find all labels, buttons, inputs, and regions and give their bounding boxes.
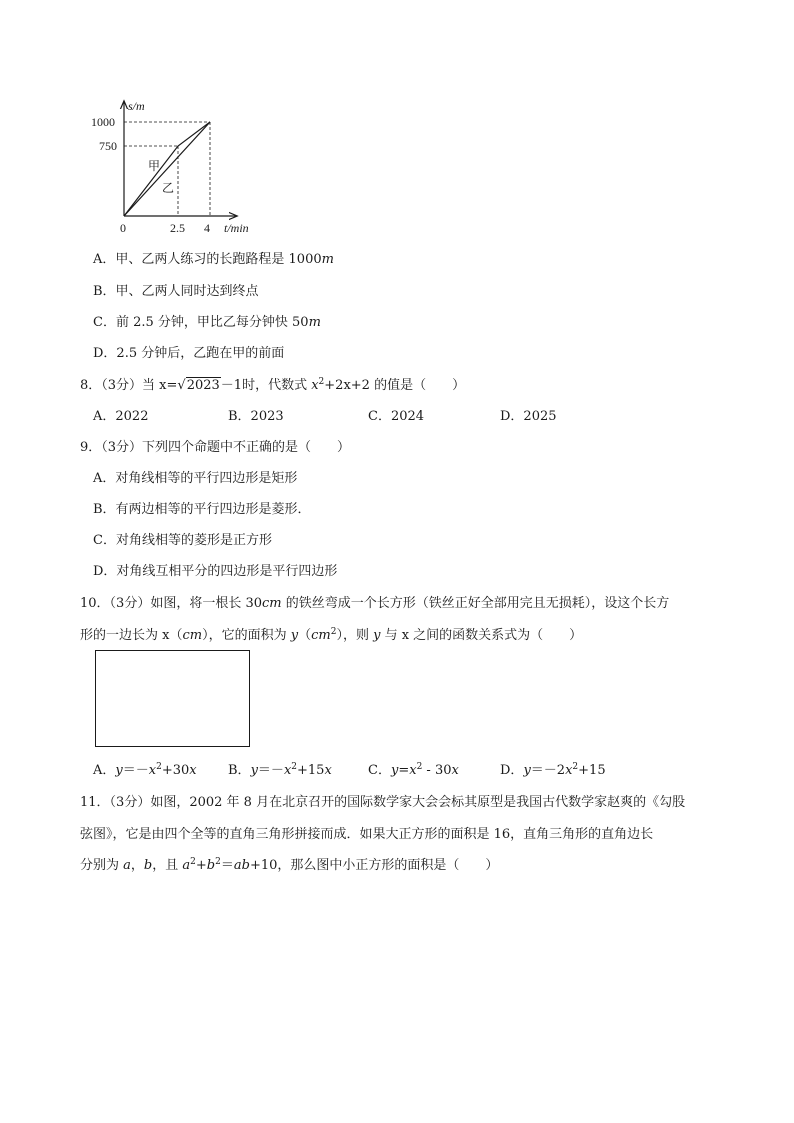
q7-option-d: D．2.5 分钟后，乙跑在甲的前面 — [93, 346, 285, 361]
q10-stem-line2: 形的一边长为 x（cm），它的面积为 $y(cm^2)$，则 y 与 x 之间的函数关系式为（ ） — [80, 627, 583, 643]
q11-stem-line1: 11．（3分）如图，2002 年 8 月在北京召开的国际数学家大会会标其原型是我国古代数学家赵爽的《勾股 — [80, 795, 686, 810]
q10-option-c: C．$y=x^2 - 30x$ — [368, 762, 459, 778]
distance-time-graph — [88, 96, 268, 238]
x-axis-label: t/min — [224, 221, 249, 235]
q10-option-d: D．$y=-2x^2+15$ — [500, 762, 606, 778]
y-tick-1000: 1000 — [91, 115, 115, 129]
q7-option-b: B．甲、乙两人同时达到终点 — [93, 284, 259, 299]
q8-option-d: D．2025 — [500, 409, 557, 424]
q11-stem-line3: 分别为 a，b，且 $a^2+b^2=ab+10$，那么图中小正方形的面积是（ ） — [80, 857, 499, 873]
q11-stem-line2: 弦图》，它是由四个全等的直角三角形拼接而成．如果大正方形的面积是 16，直角三角形的直角边长 — [80, 827, 654, 842]
q9-option-b: B．有两边相等的平行四边形是菱形． — [93, 502, 311, 517]
label-yi: 乙 — [162, 181, 175, 195]
q10-option-b: B．$y=-x^2+15x$ — [228, 762, 332, 778]
x-tick-2.5: 2.5 — [170, 221, 185, 235]
q8-stem: 8．（3分）当 x=√2023－1时，代数式 $x^2+2x+2$ 的值是（ ） — [80, 377, 466, 393]
q7-option-a: A．甲、乙两人练习的长跑路程是 1000m — [93, 252, 334, 267]
y-axis-label: s/m — [128, 99, 145, 113]
q9-option-c: C．对角线相等的菱形是正方形 — [93, 533, 272, 548]
x-tick-0: 0 — [120, 221, 126, 235]
q10-option-a: A．$y=-x^2+30x$ — [93, 762, 197, 778]
q7-option-c: C．前 2.5 分钟，甲比乙每分钟快 50m — [93, 315, 321, 330]
q9-option-d: D．对角线互相平分的四边形是平行四边形 — [93, 564, 338, 579]
sqrt-sign: √2023 — [177, 378, 220, 393]
label-jia: 甲 — [148, 159, 161, 173]
q8-option-a: A．2022 — [93, 409, 149, 424]
y-tick-750: 750 — [99, 139, 117, 153]
q8-option-b: B．2023 — [228, 409, 284, 424]
rectangle-figure — [95, 650, 250, 747]
q9-stem: 9．（3分）下列四个命题中不正确的是（ ） — [80, 440, 351, 455]
q10-stem-line1: 10．（3分）如图，将一根长 30cm 的铁丝弯成一个长方形（铁丝正好全部用完且无损耗），设这个长方 — [80, 596, 670, 611]
q9-option-a: A．对角线相等的平行四边形是矩形 — [93, 471, 298, 486]
line-yi — [124, 122, 210, 216]
x-tick-4: 4 — [204, 221, 210, 235]
q8-option-c: C．2024 — [368, 409, 425, 424]
